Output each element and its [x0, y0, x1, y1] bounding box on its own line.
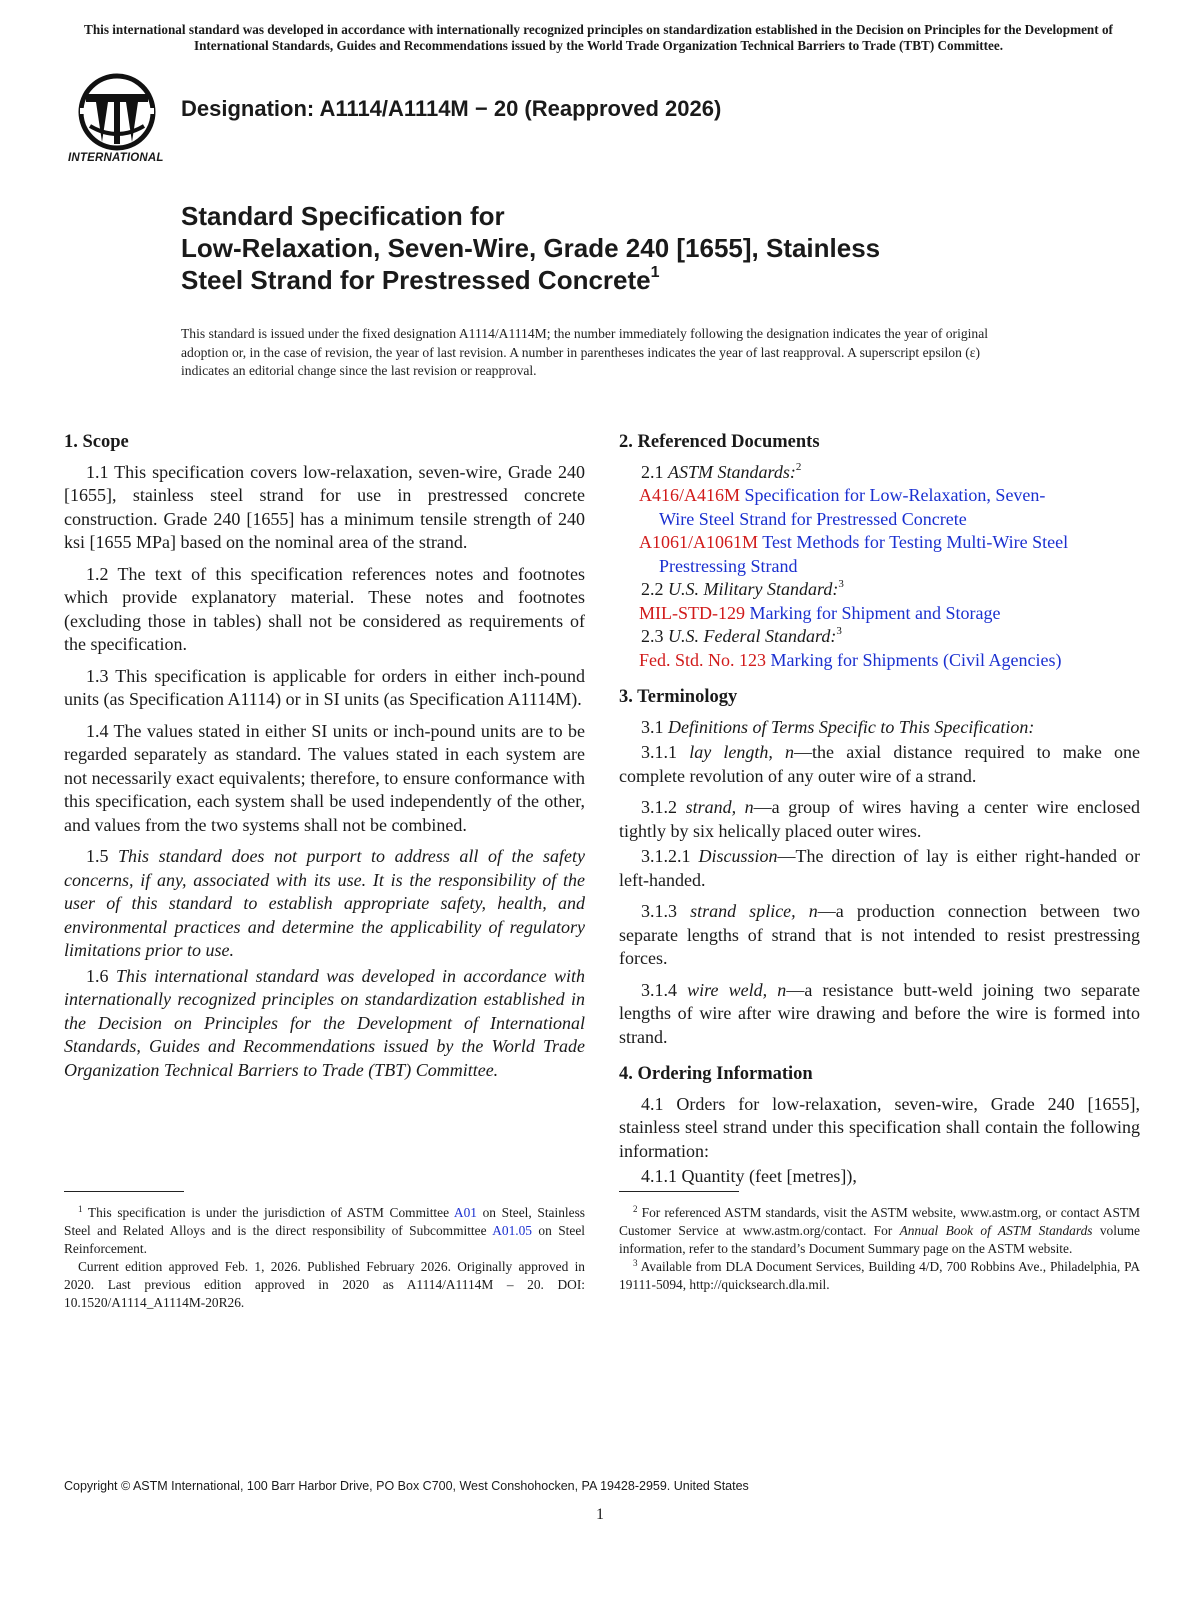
document-title: [181, 200, 1081, 296]
term-3-1-2-term: strand, n: [685, 797, 754, 817]
ref-title-a416-cont[interactable]: Wire Steel Strand for Prestressed Concrete: [659, 508, 967, 529]
link-subcommittee-a01-05[interactable]: A01.05: [492, 1223, 533, 1238]
term-3-1-text: Definitions of Terms Specific to This Specification:: [668, 716, 1035, 737]
subsection-2-2-num: 2.2: [641, 579, 664, 599]
top-notice: This international standard was developed in accordance with internationally recognized principles on standardization established in the Decision on Principles for the Development of International Standards, Guides and Recommendations issued by the World Trade Organization Technical Barriers to Trade (TBT) Committee.: [84, 22, 1113, 53]
ref-title-a1061[interactable]: Test Methods for Testing Multi-Wire Steel: [762, 532, 1069, 552]
footnotes-right: [619, 1204, 1140, 1294]
footnote-1-text-c: on Steel Reinforcement.: [64, 1223, 585, 1256]
section-heading-ordering-information: 4. Ordering Information: [619, 1064, 813, 1084]
para-1-6-text: This international standard was developed in accordance with internationally recognized principles on standardization established in the Decision on Principles for the Development of International Standards, Guides and Recommendations issued by the World Trade Organization Technical Barriers to Trade (TBT) Committee.: [64, 965, 585, 1080]
copyright-notice: Copyright © ASTM International, 100 Barr Harbor Drive, PO Box C700, West Conshohocken, PA 19428-2959. United States: [64, 1479, 749, 1493]
para-1-3: 1.3 This specification is applicable for orders in either inch-pound units (as Specification A1114) or in SI units (as Specification A1114M).: [64, 665, 585, 709]
para-1-2: 1.2 The text of this specification references notes and footnotes which provide explanatory material. These notes and footnotes (excluding those in tables) shall not be considered as requirements of the specification.: [64, 563, 585, 654]
footnote-divider-left: [64, 1191, 184, 1192]
footnote-3: [619, 1258, 1140, 1294]
left-column: [64, 431, 585, 1090]
reference-mil-std-129: [619, 602, 1140, 626]
subsection-2-3-label: U.S. Federal Standard:: [668, 626, 837, 646]
term-3-1-4: [619, 979, 1140, 1050]
link-committee-a01[interactable]: A01: [453, 1205, 477, 1220]
ref-code-fed-std-123[interactable]: Fed. Std. No. 123: [639, 649, 767, 670]
section-heading-terminology: 3. Terminology: [619, 687, 738, 707]
footnote-2-text-b: volume information, refer to the standard’s Document Summary page on the ASTM website.: [619, 1223, 1141, 1256]
term-3-1-num: 3.1: [641, 716, 664, 737]
designation: Designation: A1114/A1114M − 20 (Reapproved 2026): [181, 96, 722, 121]
footnote-divider-right: [619, 1191, 739, 1192]
page-number: 1: [596, 1506, 604, 1523]
term-3-1-1-def: —the axial distance required to make one complete revolution of any outer wire of a strand.: [619, 742, 1140, 786]
para-4-1-1: 4.1.1 Quantity (feet [metres]),: [641, 1166, 857, 1186]
ref-code-mil-std-129[interactable]: MIL-STD-129: [639, 602, 745, 623]
footnote-1-text-a: This specification is under the jurisdiction of ASTM Committee: [87, 1205, 454, 1220]
term-3-1-3-num: 3.1.3: [641, 901, 677, 921]
footnote-2-mark: 2: [633, 1204, 638, 1214]
title-line-3-text: Steel Strand for Prestressed Concrete: [181, 265, 651, 295]
subsection-2-2-label: U.S. Military Standard:: [668, 579, 839, 599]
ref-code-a1061[interactable]: A1061/A1061M: [639, 532, 759, 552]
term-3-1-1: [619, 741, 1140, 788]
para-1-6-num: 1.6: [86, 965, 109, 986]
subsection-2-1: [619, 461, 1140, 485]
subsection-2-1-num: 2.1: [641, 461, 664, 482]
para-1-6: [64, 965, 585, 1083]
term-3-1-1-num: 3.1.1: [641, 742, 677, 762]
right-column: [619, 431, 1140, 1197]
subsection-2-1-label: ASTM Standards:: [668, 461, 796, 482]
issued-note: This standard is issued under the fixed designation A1114/A1114M; the number immediately following the designation indicates the year of original adoption or, in the case of revision, the year of last revision. A number in parentheses indicates the year of last reapproval. A superscript epsilon (ε) indicates an editorial change since the last revision or reapproval.: [181, 326, 989, 378]
para-1-5-num: 1.5: [86, 846, 109, 866]
term-3-1-1-term: lay length, n: [689, 742, 795, 762]
term-3-1-3-term: strand splice, n: [690, 901, 818, 921]
term-3-1-2-1-def: —The direction of lay is either right-handed or left-handed.: [619, 846, 1141, 890]
term-3-1-4-def: —a resistance butt-weld joining two separate lengths of wire after wire drawing and before the wire is formed into strand.: [619, 979, 1140, 1047]
term-3-1-4-term: wire weld, n: [687, 979, 787, 1000]
footnote-1-text-b: on Steel, Stainless Steel and Related Alloys and is the direct responsibility of Subcommittee: [64, 1205, 585, 1238]
term-3-1-2-def: —a group of wires having a center wire enclosed tightly by six helically placed outer wires.: [619, 797, 1140, 841]
logo-wordmark: INTERNATIONAL: [68, 152, 164, 164]
title-footnote-mark: 1: [650, 264, 660, 281]
term-3-1-4-num: 3.1.4: [641, 979, 677, 1000]
term-3-1-2-1: [619, 845, 1140, 892]
term-3-1-3-def: —a production connection between two separate lengths of strand that is not intended to resist prestressing forces.: [619, 901, 1141, 968]
title-line-1: Standard Specification for: [181, 201, 505, 231]
title-line-2: Low-Relaxation, Seven-Wire, Grade 240 [1655], Stainless: [181, 233, 881, 263]
subsection-2-2: [619, 578, 1140, 602]
term-3-1-2-num: 3.1.2: [641, 797, 677, 817]
footnote-1: [64, 1204, 585, 1258]
footnote-1-edition: Current edition approved Feb. 1, 2026. Published February 2026. Originally approved in 2020. Last previous edition approved in 2020 as A1114/A1114M – 20. DOI: 10.1520/A1114_A1114M-20R26.: [64, 1259, 585, 1310]
term-3-1-2-1-term: Discussion: [698, 846, 778, 866]
subsection-2-3-num: 2.3: [641, 626, 664, 646]
section-heading-referenced-documents: 2. Referenced Documents: [619, 432, 820, 452]
footnote-ref-3a[interactable]: 3: [838, 578, 844, 590]
footnote-1-mark: 1: [78, 1204, 83, 1214]
footnote-2: [619, 1204, 1140, 1258]
para-1-5: [64, 845, 585, 963]
ref-title-fed-std-123[interactable]: Marking for Shipments (Civil Agencies): [770, 649, 1062, 670]
ref-code-a416[interactable]: A416/A416M: [639, 485, 741, 505]
footnote-ref-3b[interactable]: 3: [836, 625, 842, 637]
para-1-1: 1.1 This specification covers low-relaxation, seven-wire, Grade 240 [1655], stainless steel strand for use in prestressed concrete construction. Grade 240 [1655] has a minimum tensile strength of 240 ksi [1655 MPa] based on the nominal area of the strand.: [64, 461, 585, 552]
para-1-5-text: This standard does not purport to address all of the safety concerns, if any, associated with its use. It is the responsibility of the user of this standard to establish appropriate safety, health, and environmental practices and determine the applicability of regulatory limitations prior to use.: [64, 846, 585, 960]
term-3-1: [619, 716, 1140, 740]
term-3-1-2-1-num: 3.1.2.1: [641, 846, 691, 866]
footnote-3-mark: 3: [633, 1258, 638, 1268]
title-line-3: [181, 264, 1081, 296]
term-3-1-3: [619, 900, 1140, 971]
footnotes-left: [64, 1204, 585, 1312]
ref-title-mil-std-129[interactable]: Marking for Shipment and Storage: [749, 602, 1001, 623]
reference-a1061: [619, 531, 1140, 578]
reference-fed-std-123: [619, 649, 1140, 673]
footnote-ref-2[interactable]: 2: [795, 460, 802, 473]
reference-a416: [619, 484, 1140, 531]
subsection-2-3: [619, 625, 1140, 649]
footnote-2-italic: Annual Book of ASTM Standards: [899, 1223, 1093, 1238]
para-1-4: 1.4 The values stated in either SI units or inch-pound units are to be regarded separately as standard. The values stated in each system are not necessarily exact equivalents; therefore, to ensure conformance with this specification, each system shall be used independently of the other, and values from the two systems shall not be combined.: [64, 720, 585, 835]
footnote-2-text-a: For referenced ASTM standards, visit the ASTM website, www.astm.org, or contact ASTM Customer Service at www.astm.org/contact. For: [619, 1205, 1140, 1238]
term-3-1-2: [619, 796, 1140, 843]
footnote-3-text: Available from DLA Document Services, Building 4/D, 700 Robbins Ave., Philadelphia, PA 19111-5094, http://quicksearch.dla.mil.: [619, 1259, 1141, 1292]
ref-title-a1061-cont[interactable]: Prestressing Strand: [659, 555, 798, 576]
ref-title-a416[interactable]: Specification for Low-Relaxation, Seven-: [744, 485, 1046, 505]
section-heading-scope: 1. Scope: [64, 432, 129, 452]
para-4-1: 4.1 Orders for low-relaxation, seven-wire, Grade 240 [1655], stainless steel strand under this specification shall contain the following information:: [619, 1093, 1140, 1161]
